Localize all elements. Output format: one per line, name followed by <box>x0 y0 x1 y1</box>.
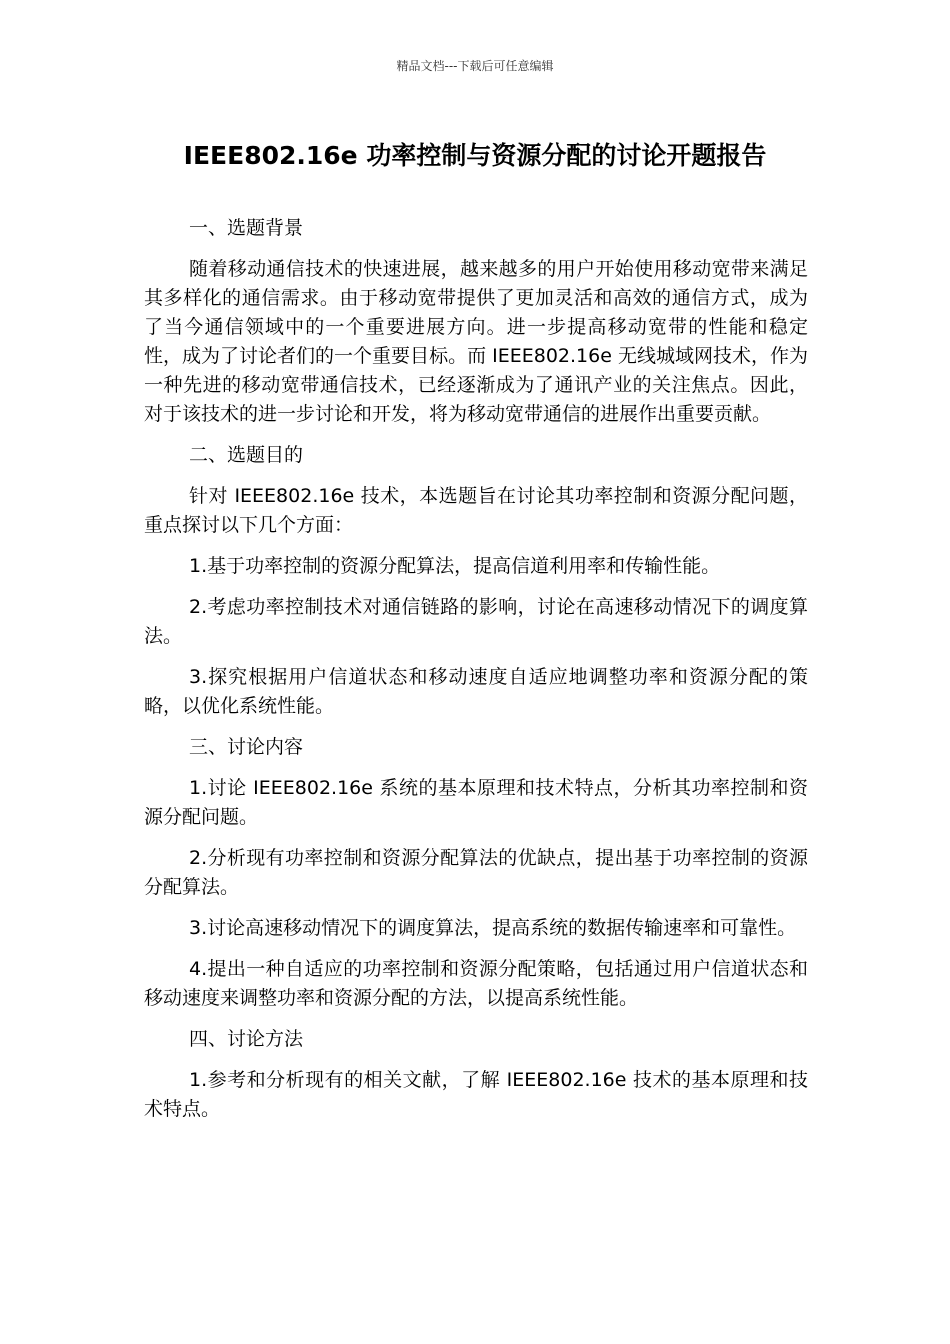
header-note: 精品文档---下载后可任意编辑 <box>396 59 554 73</box>
paragraph-background: 随着移动通信技术的快速进展，越来越多的用户开始使用移动宽带来满足其多样化的通信需求。由于移动宽带提供了更加灵活和高效的通信方式，成为了当今通信领域中的一个重要进展方向。进一步提高移动宽带的性能和稳定性，成为了讨论者们的一个重要目标。而 IEEE802.16e 无线城域网技术，作为一种先进的移动宽带通信技术，已经逐渐成为了通讯产业的关注焦点。因此，对于该技术的进一步讨论和开发，将为移动宽带通信的进展作出重要贡献。 <box>144 258 808 425</box>
list-item-content-4: 4.提出一种自适应的功率控制和资源分配策略，包括通过用户信道状态和移动速度来调整功率和资源分配的方法，以提高系统性能。 <box>144 958 808 1009</box>
list-item-content-3: 3.讨论高速移动情况下的调度算法，提高系统的数据传输速率和可靠性。 <box>189 917 797 939</box>
section-heading-content: 三、讨论内容 <box>189 736 304 758</box>
document-body <box>144 214 808 1136</box>
section-heading-method: 四、讨论方法 <box>189 1028 304 1050</box>
list-item-purpose-2: 2.考虑功率控制技术对通信链路的影响，讨论在高速移动情况下的调度算法。 <box>144 596 808 647</box>
document-title: IEEE802.16e 功率控制与资源分配的讨论开题报告 <box>183 141 767 170</box>
list-item-purpose-1: 1.基于功率控制的资源分配算法，提高信道利用率和传输性能。 <box>189 555 721 577</box>
paragraph-purpose-intro: 针对 IEEE802.16e 技术，本选题旨在讨论其功率控制和资源分配问题，重点探讨以下几个方面： <box>144 485 808 536</box>
section-heading-background: 一、选题背景 <box>189 217 304 239</box>
list-item-method-1: 1.参考和分析现有的相关文献，了解 IEEE802.16e 技术的基本原理和技术特点。 <box>144 1069 808 1120</box>
list-item-content-1: 1.讨论 IEEE802.16e 系统的基本原理和技术特点，分析其功率控制和资源分配问题。 <box>144 777 808 828</box>
list-item-purpose-3: 3.探究根据用户信道状态和移动速度自适应地调整功率和资源分配的策略，以优化系统性能。 <box>144 666 808 717</box>
list-item-content-2: 2.分析现有功率控制和资源分配算法的优缺点，提出基于功率控制的资源分配算法。 <box>144 847 808 898</box>
section-heading-purpose: 二、选题目的 <box>189 444 304 466</box>
